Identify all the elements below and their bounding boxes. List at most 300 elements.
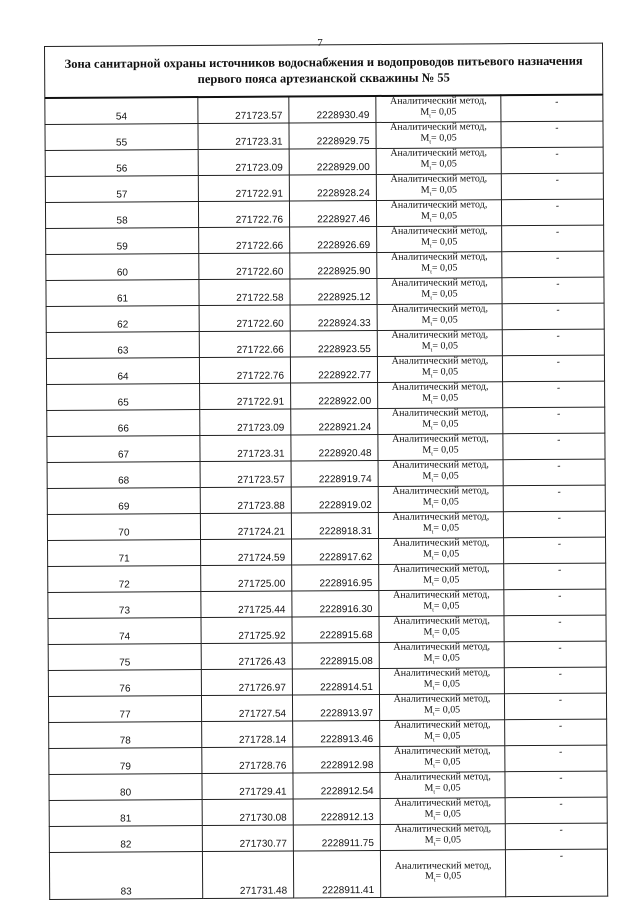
method-label: Аналитический метод, bbox=[391, 407, 489, 419]
point-number: 58 bbox=[45, 202, 198, 229]
accuracy-subscript: t bbox=[430, 347, 433, 354]
accuracy-value: = 0,05 bbox=[431, 287, 458, 300]
accuracy-value: = 0,05 bbox=[433, 599, 460, 612]
table-row bbox=[47, 511, 605, 540]
method-label: Аналитический метод, bbox=[393, 719, 491, 731]
error-cell: - bbox=[504, 641, 606, 668]
table-row bbox=[48, 641, 606, 670]
accuracy-subscript: t bbox=[433, 815, 436, 822]
coordinate-x: 271722.91 bbox=[198, 175, 289, 202]
coordinate-y: 2228917.62 bbox=[292, 538, 379, 565]
point-number: 66 bbox=[47, 410, 200, 437]
coordinate-x: 271722.76 bbox=[199, 357, 290, 384]
coordinate-y: 2228915.08 bbox=[292, 642, 379, 669]
accuracy-label bbox=[381, 783, 505, 798]
accuracy-label bbox=[381, 835, 505, 850]
method-label: Аналитический метод, bbox=[391, 329, 489, 341]
error-cell: - bbox=[502, 225, 604, 252]
method-cell bbox=[376, 174, 501, 201]
table-row bbox=[46, 251, 604, 280]
accuracy-prefix: M bbox=[421, 340, 431, 352]
method-cell bbox=[379, 668, 504, 695]
table-row bbox=[47, 433, 605, 462]
accuracy-prefix: M bbox=[423, 574, 433, 586]
error-cell: - bbox=[502, 355, 604, 382]
coordinate-x: 271723.31 bbox=[198, 123, 289, 150]
table-row bbox=[49, 719, 607, 748]
accuracy-label bbox=[380, 627, 504, 642]
accuracy-label bbox=[380, 705, 504, 720]
accuracy-label bbox=[379, 601, 503, 616]
accuracy-subscript: t bbox=[429, 191, 432, 198]
accuracy-prefix: M bbox=[422, 496, 432, 508]
point-number: 61 bbox=[46, 280, 199, 307]
coordinate-y: 2228922.77 bbox=[290, 356, 377, 383]
point-number: 73 bbox=[48, 592, 201, 619]
error-cell: - bbox=[505, 745, 607, 772]
table-row bbox=[45, 173, 603, 202]
point-number: 70 bbox=[47, 514, 200, 541]
accuracy-label bbox=[380, 653, 504, 668]
accuracy-value: = 0,05 bbox=[434, 677, 461, 690]
method-label: Аналитический метод, bbox=[393, 615, 490, 627]
error-cell: - bbox=[505, 797, 607, 824]
accuracy-value: = 0,05 bbox=[431, 235, 458, 248]
accuracy-prefix: M bbox=[420, 106, 430, 118]
accuracy-subscript: t bbox=[431, 451, 433, 458]
table-row bbox=[48, 563, 606, 592]
coordinate-x: 271722.76 bbox=[198, 201, 289, 228]
accuracy-value: = 0,05 bbox=[431, 261, 458, 274]
error-cell: - bbox=[504, 563, 606, 590]
table-row bbox=[48, 537, 606, 566]
error-cell: - bbox=[501, 147, 603, 174]
accuracy-value: = 0,05 bbox=[432, 339, 458, 352]
page-number: 7 bbox=[317, 37, 323, 49]
accuracy-value: = 0,05 bbox=[432, 365, 459, 378]
coordinate-y: 2228912.98 bbox=[293, 746, 380, 773]
accuracy-subscript: t bbox=[431, 555, 434, 562]
coordinate-x: 271725.00 bbox=[201, 565, 292, 592]
point-number: 77 bbox=[48, 696, 201, 723]
accuracy-subscript: t bbox=[430, 243, 432, 250]
method-cell bbox=[378, 382, 503, 409]
coordinate-y: 2228911.41 bbox=[293, 850, 380, 898]
coordinate-y: 2228930.49 bbox=[289, 96, 376, 123]
table-row bbox=[48, 615, 606, 644]
table-row bbox=[46, 303, 604, 332]
coordinate-x: 271728.14 bbox=[202, 721, 293, 748]
coordinate-y: 2228912.13 bbox=[293, 798, 380, 825]
point-number: 59 bbox=[46, 228, 199, 255]
accuracy-value: = 0,05 bbox=[435, 807, 461, 820]
method-cell bbox=[379, 590, 504, 617]
error-cell: - bbox=[501, 173, 603, 200]
table-row bbox=[49, 823, 607, 852]
method-label: Аналитический метод, bbox=[391, 303, 488, 315]
method-label: Аналитический метод, bbox=[393, 745, 491, 757]
point-number: 78 bbox=[49, 722, 202, 749]
method-label: Аналитический метод, bbox=[389, 95, 487, 107]
coordinate-x: 271725.92 bbox=[201, 617, 292, 644]
accuracy-subscript: t bbox=[430, 373, 433, 380]
error-cell: - bbox=[504, 693, 606, 720]
accuracy-subscript: t bbox=[433, 877, 436, 884]
coordinate-x: 271724.59 bbox=[201, 539, 292, 566]
accuracy-value: = 0,05 bbox=[431, 131, 457, 144]
method-cell bbox=[380, 798, 505, 825]
coordinate-x: 271723.09 bbox=[200, 409, 291, 436]
accuracy-subscript: t bbox=[432, 581, 434, 588]
accuracy-label bbox=[379, 497, 503, 512]
accuracy-prefix: M bbox=[423, 652, 433, 664]
method-cell bbox=[377, 304, 502, 331]
table-row bbox=[48, 589, 606, 618]
error-cell: - bbox=[503, 511, 605, 538]
accuracy-label bbox=[380, 731, 504, 746]
error-cell: - bbox=[503, 381, 605, 408]
accuracy-subscript: t bbox=[432, 633, 435, 640]
point-number: 76 bbox=[48, 670, 201, 697]
error-cell: - bbox=[504, 615, 606, 642]
accuracy-value: = 0,05 bbox=[433, 547, 460, 560]
method-cell bbox=[376, 95, 501, 122]
coordinate-x: 271726.97 bbox=[201, 669, 292, 696]
table-row bbox=[48, 693, 606, 722]
accuracy-value: = 0,05 bbox=[432, 391, 459, 404]
method-cell bbox=[380, 824, 505, 851]
point-number: 57 bbox=[45, 176, 198, 203]
method-label: Аналитический метод, bbox=[390, 147, 488, 159]
accuracy-prefix: M bbox=[421, 262, 431, 274]
accuracy-label bbox=[377, 263, 501, 278]
error-cell: - bbox=[502, 251, 604, 278]
table-row bbox=[47, 407, 605, 436]
accuracy-subscript: t bbox=[431, 503, 434, 510]
accuracy-value: = 0,05 bbox=[432, 313, 458, 326]
table-row bbox=[47, 381, 605, 410]
accuracy-subscript: t bbox=[430, 295, 433, 302]
accuracy-subscript: t bbox=[433, 737, 435, 744]
error-cell: - bbox=[505, 823, 607, 850]
accuracy-value: = 0,05 bbox=[433, 521, 460, 534]
coordinate-x: 271731.48 bbox=[202, 851, 293, 899]
accuracy-label bbox=[378, 315, 502, 330]
accuracy-label bbox=[378, 419, 502, 434]
coordinate-x: 271729.41 bbox=[202, 773, 293, 800]
method-cell bbox=[380, 746, 505, 773]
point-number: 65 bbox=[47, 384, 200, 411]
error-cell: - bbox=[503, 485, 605, 512]
error-cell: - bbox=[505, 719, 607, 746]
accuracy-subscript: t bbox=[432, 711, 435, 718]
accuracy-label bbox=[377, 237, 501, 252]
accuracy-subscript: t bbox=[429, 139, 432, 146]
coordinate-y: 2228924.33 bbox=[290, 304, 377, 331]
coordinate-y: 2228914.51 bbox=[292, 668, 379, 695]
coordinate-x: 271728.76 bbox=[202, 747, 293, 774]
method-label: Аналитический метод, bbox=[390, 225, 488, 237]
coordinate-y: 2228911.75 bbox=[293, 824, 380, 851]
coordinate-x: 271727.54 bbox=[201, 695, 292, 722]
method-label: Аналитический метод, bbox=[390, 173, 488, 185]
method-label: Аналитический метод, bbox=[391, 381, 489, 393]
accuracy-value: = 0,05 bbox=[432, 417, 459, 430]
method-cell bbox=[378, 486, 503, 513]
accuracy-value: = 0,05 bbox=[434, 703, 461, 716]
accuracy-prefix: M bbox=[420, 210, 430, 222]
coordinate-y: 2228922.00 bbox=[291, 382, 378, 409]
point-number: 56 bbox=[45, 150, 198, 177]
coordinate-y: 2228920.48 bbox=[291, 434, 378, 461]
accuracy-label bbox=[376, 107, 500, 122]
accuracy-value: = 0,05 bbox=[433, 495, 459, 508]
coordinate-y: 2228918.31 bbox=[291, 512, 378, 539]
error-cell: - bbox=[504, 667, 606, 694]
method-cell bbox=[377, 252, 502, 279]
table-row bbox=[48, 667, 606, 696]
accuracy-prefix: M bbox=[422, 548, 432, 560]
method-label: Аналитический метод, bbox=[392, 589, 490, 601]
method-cell bbox=[376, 148, 501, 175]
error-cell: - bbox=[501, 121, 603, 148]
table-row bbox=[46, 277, 604, 306]
table-row bbox=[45, 147, 603, 176]
table-row bbox=[49, 745, 607, 774]
coordinate-x: 271723.57 bbox=[198, 97, 289, 124]
coordinate-x: 271723.57 bbox=[200, 461, 291, 488]
method-label: Аналитический метод, bbox=[394, 797, 492, 809]
coordinate-x: 271725.44 bbox=[201, 591, 292, 618]
coordinate-y: 2228912.54 bbox=[293, 772, 380, 799]
error-cell: - bbox=[503, 407, 605, 434]
point-number: 80 bbox=[49, 774, 202, 801]
coordinate-y: 2228928.24 bbox=[289, 174, 376, 201]
coordinate-y: 2228929.00 bbox=[289, 148, 376, 175]
point-number: 82 bbox=[49, 826, 202, 853]
method-cell bbox=[380, 720, 505, 747]
accuracy-value: = 0,05 bbox=[432, 443, 459, 456]
method-label: Аналитический метод, bbox=[392, 459, 489, 471]
point-number: 72 bbox=[48, 566, 201, 593]
coordinate-y: 2228921.24 bbox=[291, 408, 378, 435]
accuracy-label bbox=[380, 757, 504, 772]
error-cell: - bbox=[501, 95, 603, 122]
accuracy-prefix: M bbox=[424, 834, 434, 846]
accuracy-value: = 0,05 bbox=[434, 651, 460, 664]
table-row bbox=[49, 797, 607, 826]
method-cell bbox=[378, 512, 503, 539]
method-label: Аналитический метод, bbox=[393, 641, 491, 653]
accuracy-subscript: t bbox=[433, 841, 436, 848]
point-number: 55 bbox=[45, 124, 198, 151]
accuracy-prefix: M bbox=[423, 626, 433, 638]
accuracy-value: = 0,05 bbox=[435, 833, 461, 846]
coordinate-y: 2228926.69 bbox=[290, 226, 377, 253]
accuracy-label bbox=[379, 471, 503, 486]
method-cell bbox=[377, 278, 502, 305]
coordinate-x: 271722.66 bbox=[199, 227, 290, 254]
accuracy-value: = 0,05 bbox=[431, 157, 457, 170]
coordinate-x: 271722.66 bbox=[199, 331, 290, 358]
accuracy-prefix: M bbox=[421, 288, 431, 300]
accuracy-prefix: M bbox=[424, 730, 434, 742]
method-cell bbox=[378, 460, 503, 487]
accuracy-label bbox=[377, 133, 501, 148]
accuracy-value: = 0,05 bbox=[433, 469, 459, 482]
table-title-line-1: Зона санитарной охраны источников водоснабжения и водопроводов питьевого назначения bbox=[64, 53, 583, 71]
coordinate-y: 2228913.46 bbox=[293, 720, 380, 747]
accuracy-prefix: M bbox=[424, 782, 434, 794]
method-label: Аналитический метод, bbox=[390, 121, 487, 133]
coordinates-table bbox=[44, 43, 608, 900]
accuracy-prefix: M bbox=[422, 444, 432, 456]
accuracy-prefix: M bbox=[424, 756, 434, 768]
point-number: 62 bbox=[46, 306, 199, 333]
accuracy-label bbox=[378, 367, 502, 382]
coordinate-y: 2228919.02 bbox=[291, 486, 378, 513]
accuracy-subscript: t bbox=[431, 477, 434, 484]
coordinate-x: 271723.09 bbox=[198, 149, 289, 176]
table-row bbox=[46, 225, 604, 254]
accuracy-label bbox=[378, 341, 502, 356]
accuracy-prefix: M bbox=[420, 158, 430, 170]
error-cell: - bbox=[503, 459, 605, 486]
coordinate-x: 271722.58 bbox=[199, 279, 290, 306]
method-cell bbox=[377, 226, 502, 253]
accuracy-subscript: t bbox=[429, 113, 431, 120]
accuracy-prefix: M bbox=[420, 184, 430, 196]
table-row bbox=[47, 485, 605, 514]
coordinate-x: 271724.21 bbox=[200, 513, 291, 540]
method-label: Аналитический метод, bbox=[392, 433, 489, 445]
accuracy-prefix: M bbox=[424, 808, 434, 820]
method-label: Аналитический метод, bbox=[392, 485, 490, 497]
method-cell bbox=[377, 356, 502, 383]
coordinate-x: 271722.91 bbox=[200, 383, 291, 410]
coordinate-y: 2228925.12 bbox=[290, 278, 377, 305]
accuracy-label bbox=[377, 185, 501, 200]
method-cell bbox=[376, 122, 501, 149]
method-cell bbox=[378, 434, 503, 461]
point-number: 71 bbox=[48, 540, 201, 567]
method-cell bbox=[376, 200, 501, 227]
accuracy-label bbox=[379, 549, 503, 564]
accuracy-label bbox=[381, 809, 505, 824]
method-label: Аналитический метод, bbox=[394, 859, 492, 872]
accuracy-prefix: M bbox=[423, 678, 433, 690]
accuracy-value: = 0,05 bbox=[435, 870, 462, 882]
method-cell bbox=[379, 564, 504, 591]
method-cell bbox=[378, 408, 503, 435]
error-cell: - bbox=[502, 303, 604, 330]
coordinate-y: 2228927.46 bbox=[289, 200, 376, 227]
accuracy-label bbox=[381, 871, 505, 886]
coordinate-y: 2228915.68 bbox=[292, 616, 379, 643]
point-number: 63 bbox=[46, 332, 199, 359]
accuracy-value: = 0,05 bbox=[433, 573, 460, 586]
coordinate-y: 2228916.95 bbox=[292, 564, 379, 591]
method-cell bbox=[379, 538, 504, 565]
coordinate-y: 2228916.30 bbox=[292, 590, 379, 617]
accuracy-prefix: M bbox=[421, 366, 431, 378]
accuracy-prefix: M bbox=[422, 470, 432, 482]
accuracy-label bbox=[377, 159, 501, 174]
coordinates-sheet bbox=[44, 43, 607, 900]
point-number: 69 bbox=[47, 488, 200, 515]
method-cell bbox=[379, 694, 504, 721]
accuracy-subscript: t bbox=[432, 685, 435, 692]
accuracy-subscript: t bbox=[431, 529, 434, 536]
method-label: Аналитический метод, bbox=[394, 823, 492, 835]
accuracy-subscript: t bbox=[432, 659, 435, 666]
table-row bbox=[47, 459, 605, 488]
accuracy-value: = 0,05 bbox=[431, 209, 458, 222]
coordinate-y: 2228925.90 bbox=[290, 252, 377, 279]
accuracy-prefix: M bbox=[422, 392, 431, 404]
point-number: 79 bbox=[49, 748, 202, 775]
accuracy-subscript: t bbox=[430, 321, 433, 328]
accuracy-subscript: t bbox=[430, 269, 432, 276]
accuracy-prefix: M bbox=[422, 522, 432, 534]
accuracy-prefix: M bbox=[423, 600, 433, 612]
coordinate-x: 271722.60 bbox=[199, 305, 290, 332]
coordinate-y: 2228919.74 bbox=[291, 460, 378, 487]
point-number: 74 bbox=[48, 618, 201, 645]
accuracy-label bbox=[378, 445, 502, 460]
method-label: Аналитический метод, bbox=[392, 511, 490, 523]
accuracy-label bbox=[377, 289, 501, 304]
method-label: Аналитический метод, bbox=[394, 771, 491, 783]
accuracy-value: = 0,05 bbox=[430, 105, 457, 118]
point-number: 54 bbox=[45, 97, 198, 124]
accuracy-prefix: M bbox=[420, 132, 430, 144]
accuracy-value: = 0,05 bbox=[434, 755, 461, 768]
accuracy-prefix: M bbox=[421, 236, 431, 248]
method-label: Аналитический метод, bbox=[392, 563, 490, 575]
accuracy-label bbox=[379, 523, 503, 538]
method-label: Аналитический метод, bbox=[390, 251, 488, 263]
accuracy-subscript: t bbox=[429, 165, 432, 172]
method-label: Аналитический метод, bbox=[393, 693, 491, 705]
accuracy-subscript: t bbox=[429, 217, 432, 224]
accuracy-subscript: t bbox=[433, 763, 435, 770]
table-title bbox=[45, 43, 603, 98]
accuracy-label bbox=[378, 393, 502, 408]
point-number: 75 bbox=[48, 644, 201, 671]
table-row bbox=[45, 95, 603, 125]
coordinate-x: 271722.60 bbox=[199, 253, 290, 280]
method-cell bbox=[379, 616, 504, 643]
error-cell: - bbox=[501, 199, 603, 226]
coordinate-y: 2228929.75 bbox=[289, 122, 376, 149]
accuracy-prefix: M bbox=[423, 704, 433, 716]
accuracy-value: = 0,05 bbox=[434, 625, 460, 638]
error-cell: - bbox=[502, 277, 604, 304]
coordinate-y: 2228923.55 bbox=[290, 330, 377, 357]
accuracy-subscript: t bbox=[433, 789, 436, 796]
coordinate-x: 271723.31 bbox=[200, 435, 291, 462]
method-label: Аналитический метод, bbox=[392, 537, 490, 549]
error-cell: - bbox=[505, 849, 607, 897]
error-cell: - bbox=[504, 589, 606, 616]
method-cell bbox=[377, 330, 502, 357]
coordinate-y: 2228913.97 bbox=[292, 694, 379, 721]
point-number: 60 bbox=[46, 254, 199, 281]
accuracy-subscript: t bbox=[431, 425, 433, 432]
accuracy-prefix: M bbox=[424, 870, 434, 882]
method-label: Аналитический метод, bbox=[391, 277, 488, 289]
